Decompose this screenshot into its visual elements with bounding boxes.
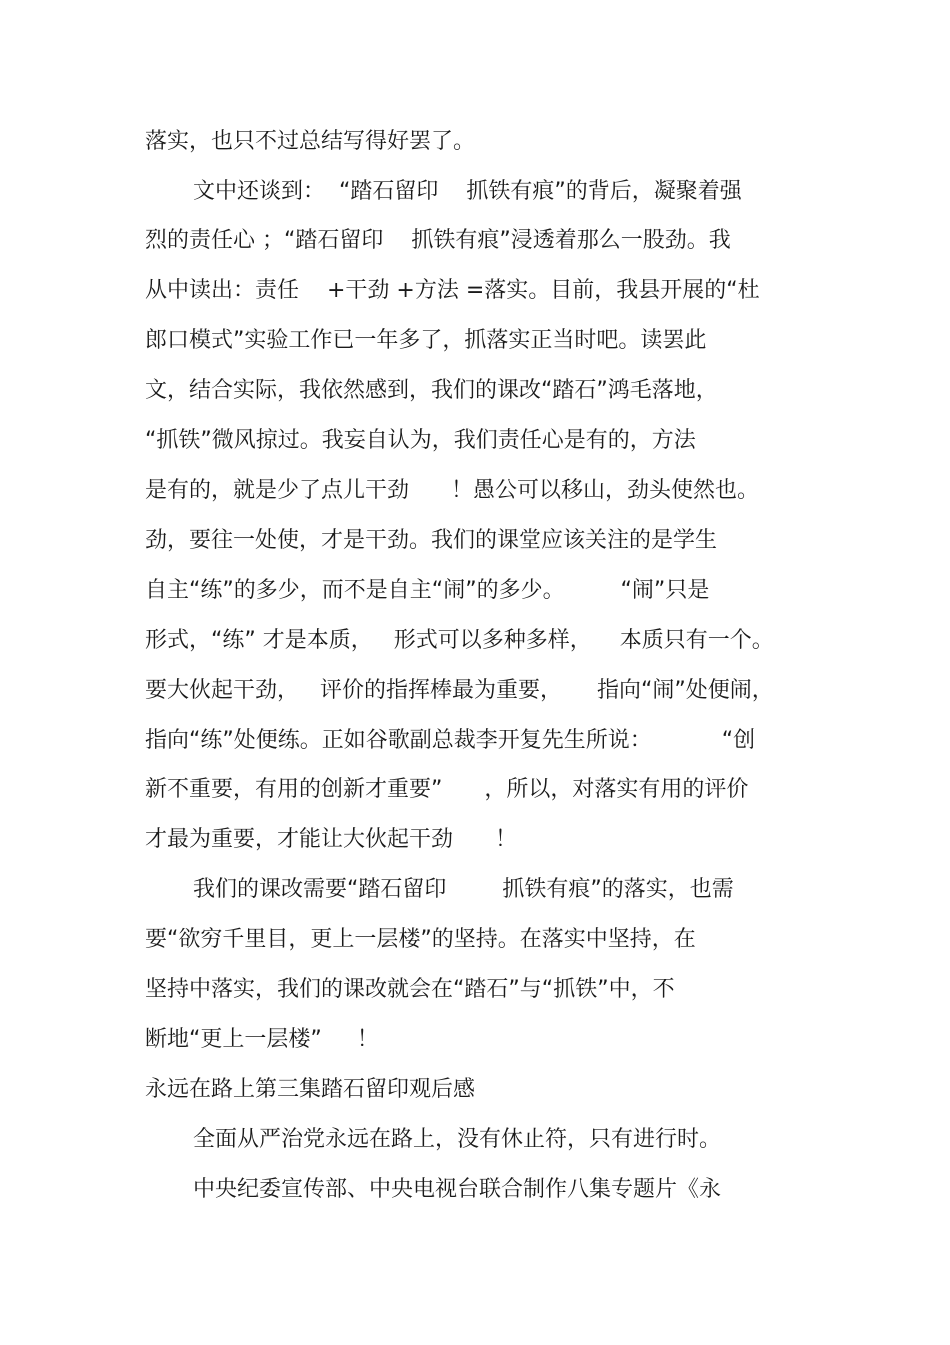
- paragraph-line: 才最为重要，才能让大伙起干劲 ！: [145, 827, 517, 852]
- paragraph-line: 中央纪委宣传部、中央电视台联合制作八集专题片《永: [193, 1177, 722, 1202]
- paragraph-line: 文中还谈到： “踏石留印 抓铁有痕”的背后，凝聚着强: [193, 179, 742, 204]
- paragraph-line: 指向“练”处便练。正如谷歌副总裁李开复先生所说： “创: [145, 728, 756, 753]
- paragraph-line: 从中读出：责任 +干劲 +方法 =落实。目前，我县开展的“杜: [145, 278, 760, 303]
- paragraph-line: 落实，也只不过总结写得好罢了。: [145, 129, 476, 154]
- paragraph-line: “抓铁”微风掠过。我妄自认为，我们责任心是有的，方法: [145, 428, 696, 453]
- paragraph-line: 形式，“练” 才是本质， 形式可以多种多样， 本质只有一个。: [145, 628, 774, 653]
- paragraph-line: 自主“练”的多少，而不是自主“闹”的多少。 “闹”只是: [145, 578, 710, 603]
- paragraph-line: 坚持中落实，我们的课改就会在“踏石”与“抓铁”中，不: [145, 977, 675, 1002]
- paragraph-line: 劲，要往一处使，才是干劲。我们的课堂应该关注的是学生: [145, 528, 718, 553]
- paragraph-line: 文，结合实际，我依然感到，我们的课改“踏石”鸿毛落地，: [145, 378, 718, 403]
- paragraph-line: 全面从严治党永远在路上，没有休止符，只有进行时。: [193, 1127, 722, 1152]
- paragraph-line: 郎口模式”实验工作已一年多了，抓落实正当时吧。读罢此: [145, 328, 707, 353]
- paragraph-line: 是有的，就是少了点儿干劲 ！愚公可以移山，劲头使然也。: [145, 478, 759, 503]
- paragraph-line: 要“欲穷千里目，更上一层楼”的坚持。在落实中坚持，在: [145, 927, 696, 952]
- paragraph-line: 断地“更上一层楼” ！: [145, 1027, 379, 1052]
- section-heading: 永远在路上第三集踏石留印观后感: [145, 1077, 476, 1102]
- paragraph-line: 我们的课改需要“踏石留印 抓铁有痕”的落实，也需: [193, 877, 734, 902]
- paragraph-line: 要大伙起干劲， 评价的指挥棒最为重要， 指向“闹”处便闹，: [145, 678, 774, 703]
- paragraph-line: 烈的责任心 ；“踏石留印 抓铁有痕”浸透着那么一股劲。我: [145, 228, 731, 253]
- paragraph-line: 新不重要，有用的创新才重要” ，所以，对落实有用的评价: [145, 777, 749, 802]
